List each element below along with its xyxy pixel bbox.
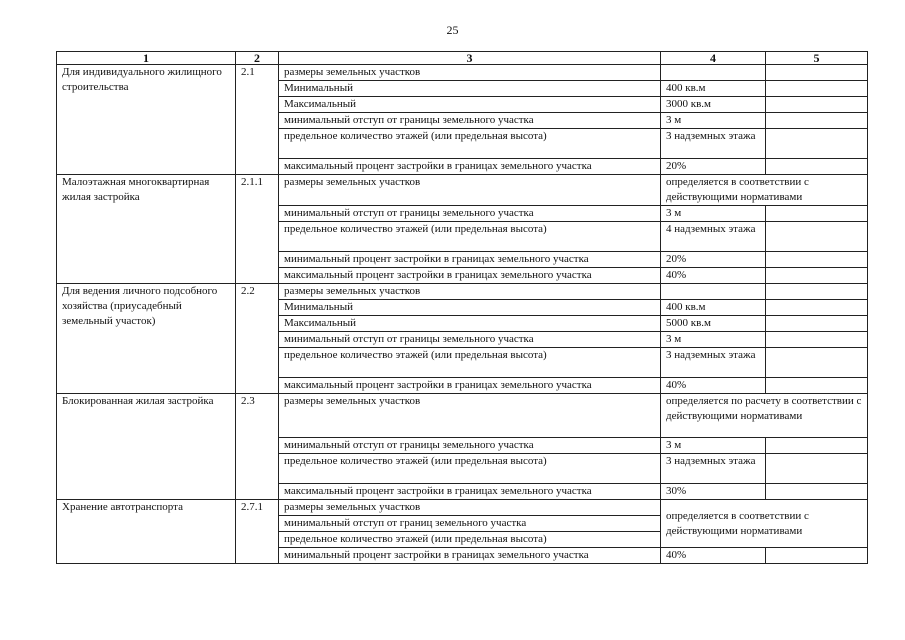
- empty-cell: [766, 129, 868, 159]
- use-code: 2.7.1: [236, 500, 279, 564]
- parameter-name: минимальный процент застройки в границах земельного участка: [279, 548, 661, 564]
- empty-cell: [766, 222, 868, 252]
- parameter-value: 400 кв.м: [661, 300, 766, 316]
- parameter-name: предельное количество этажей (или предельная высота): [279, 348, 661, 378]
- parameter-name: минимальный процент застройки в границах земельного участка: [279, 252, 661, 268]
- table-row: [57, 175, 868, 206]
- header-cell: 4: [661, 52, 766, 65]
- parameter-name: предельное количество этажей (или предельная высота): [279, 454, 661, 484]
- parameter-value: 3 м: [661, 113, 766, 129]
- empty-cell: [766, 348, 868, 378]
- parameter-value: 30%: [661, 484, 766, 500]
- header-cell: 1: [57, 52, 236, 65]
- parameter-value: 40%: [661, 378, 766, 394]
- empty-cell: [766, 484, 868, 500]
- land-use-type: Для индивидуального жилищного строительства: [57, 65, 236, 175]
- empty-cell: [766, 65, 868, 81]
- table-row: [57, 65, 868, 81]
- use-code: 2.1: [236, 65, 279, 175]
- empty-cell: [766, 300, 868, 316]
- parameter-value: 3 надземных этажа: [661, 129, 766, 159]
- regulations-table: [56, 51, 868, 564]
- table-row: [57, 394, 868, 438]
- parameter-name: предельное количество этажей (или предельная высота): [279, 129, 661, 159]
- empty-cell: [766, 97, 868, 113]
- parameter-name: максимальный процент застройки в границах земельного участка: [279, 484, 661, 500]
- use-code: 2.1.1: [236, 175, 279, 284]
- parameter-name: максимальный процент застройки в границах земельного участка: [279, 378, 661, 394]
- land-use-type: Хранение автотранспорта: [57, 500, 236, 564]
- parameter-name: максимальный процент застройки в границах земельного участка: [279, 268, 661, 284]
- parameter-value: [661, 65, 766, 81]
- table-row: [57, 284, 868, 300]
- parameter-name: минимальный отступ от границы земельного участка: [279, 206, 661, 222]
- parameter-name: Максимальный: [279, 97, 661, 113]
- parameter-value: [661, 284, 766, 300]
- parameter-value: 3 надземных этажа: [661, 348, 766, 378]
- parameter-value: 3 м: [661, 332, 766, 348]
- empty-cell: [766, 316, 868, 332]
- parameter-name: размеры земельных участков: [279, 284, 661, 300]
- parameter-value: определяется по расчету в соответствии с действующими нормативами: [661, 394, 868, 438]
- empty-cell: [766, 378, 868, 394]
- empty-cell: [766, 548, 868, 564]
- parameter-name: минимальный отступ от границы земельного участка: [279, 332, 661, 348]
- parameter-name: размеры земельных участков: [279, 175, 661, 206]
- empty-cell: [766, 159, 868, 175]
- parameter-value: 20%: [661, 159, 766, 175]
- parameter-name: размеры земельных участков: [279, 394, 661, 438]
- parameter-value: 40%: [661, 548, 766, 564]
- parameter-value: 3 надземных этажа: [661, 454, 766, 484]
- table-row: [57, 500, 868, 516]
- parameter-value: 4 надземных этажа: [661, 222, 766, 252]
- empty-cell: [766, 113, 868, 129]
- parameter-name: размеры земельных участков: [279, 65, 661, 81]
- parameter-value: определяется в соответствии с действующими нормативами: [661, 175, 868, 206]
- parameter-name: максимальный процент застройки в границах земельного участка: [279, 159, 661, 175]
- parameter-name: Максимальный: [279, 316, 661, 332]
- empty-cell: [766, 268, 868, 284]
- land-use-type: Блокированная жилая застройка: [57, 394, 236, 500]
- parameter-value: 20%: [661, 252, 766, 268]
- parameter-value: 3000 кв.м: [661, 97, 766, 113]
- page-number: 25: [446, 23, 459, 37]
- parameter-value: 3 м: [661, 438, 766, 454]
- parameter-name: минимальный отступ от границы земельного участка: [279, 438, 661, 454]
- parameter-name: минимальный отступ от границы земельного участка: [279, 113, 661, 129]
- parameter-value: 40%: [661, 268, 766, 284]
- empty-cell: [766, 438, 868, 454]
- empty-cell: [766, 81, 868, 97]
- parameter-name: размеры земельных участков: [279, 500, 661, 516]
- parameter-value: 5000 кв.м: [661, 316, 766, 332]
- use-code: 2.2: [236, 284, 279, 394]
- header-cell: 3: [279, 52, 661, 65]
- land-use-type: Малоэтажная многоквартирная жилая застройка: [57, 175, 236, 284]
- empty-cell: [766, 252, 868, 268]
- empty-cell: [766, 332, 868, 348]
- parameter-name: предельное количество этажей (или предельная высота): [279, 532, 661, 548]
- parameter-value: 3 м: [661, 206, 766, 222]
- parameter-name: минимальный отступ от границ земельного участка: [279, 516, 661, 532]
- parameter-name: Минимальный: [279, 300, 661, 316]
- empty-cell: [766, 284, 868, 300]
- parameter-name: предельное количество этажей (или предельная высота): [279, 222, 661, 252]
- parameter-value: 400 кв.м: [661, 81, 766, 97]
- header-row: [57, 52, 868, 65]
- parameter-name: Минимальный: [279, 81, 661, 97]
- use-code: 2.3: [236, 394, 279, 500]
- header-cell: 5: [766, 52, 868, 65]
- empty-cell: [766, 454, 868, 484]
- header-cell: 2: [236, 52, 279, 65]
- land-use-type: Для ведения личного подсобного хозяйства (приусадебный земельный участок): [57, 284, 236, 394]
- empty-cell: [766, 206, 868, 222]
- parameter-value: определяется в соответствии с действующими нормативами: [661, 500, 868, 548]
